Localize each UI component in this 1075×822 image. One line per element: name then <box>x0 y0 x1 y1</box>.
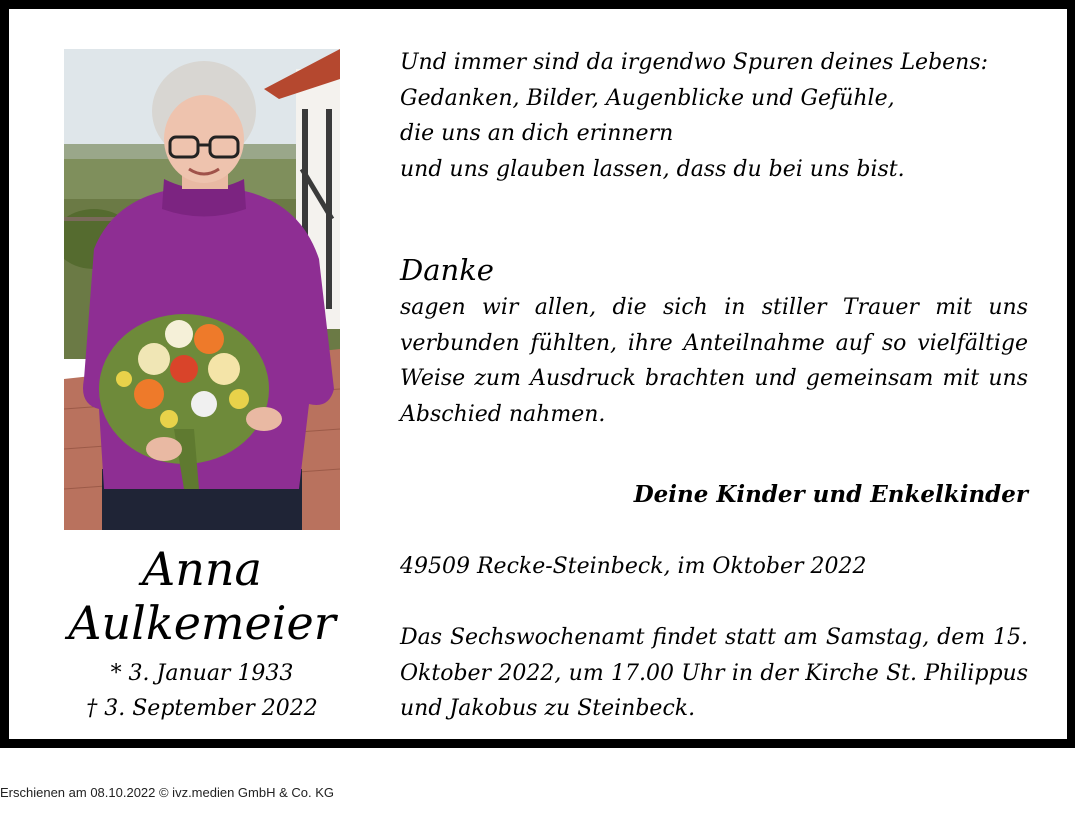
death-date: † 3. September 2022 <box>86 696 318 721</box>
publication-footer: Erschienen am 08.10.2022 © ivz.medien GmbH & Co. KG <box>0 785 335 800</box>
thanks-body: sagen wir allen, die sich in stiller Trauer mit uns verbunden fühlten, ihre Anteilnahme auf so vielfältige Weise zum Ausdruck brachten und gemeinsam mit uns Abschied nahmen. <box>400 295 1028 427</box>
poem <box>400 45 1028 187</box>
birth-date: * 3. Januar 1933 <box>110 661 294 686</box>
poem-line: und uns glauben lassen, dass du bei uns bist. <box>400 156 905 182</box>
service-announcement: Das Sechswochenamt findet statt am Samstag, dem 15. Oktober 2022, um 17.00 Uhr in der Kirche St. Philippus und Jakobus zu Steinbeck. <box>400 625 1028 721</box>
poem-line: Und immer sind da irgendwo Spuren deines Lebens: <box>400 50 989 75</box>
portrait-with-bouquet-icon <box>64 49 340 530</box>
poem-line: Gedanken, Bilder, Augenblicke und Gefühle, <box>400 85 895 111</box>
poem-line: die uns an dich erinnern <box>400 121 674 146</box>
signature: Deine Kinder und Enkelkinder <box>633 481 1028 508</box>
place-date: 49509 Recke-Steinbeck, im Oktober 2022 <box>400 554 867 579</box>
thanks-heading: Danke <box>400 253 494 287</box>
deceased-first-name: Anna <box>142 542 262 596</box>
portrait-photo <box>64 49 340 530</box>
deceased-last-name: Aulkemeier <box>68 596 336 650</box>
